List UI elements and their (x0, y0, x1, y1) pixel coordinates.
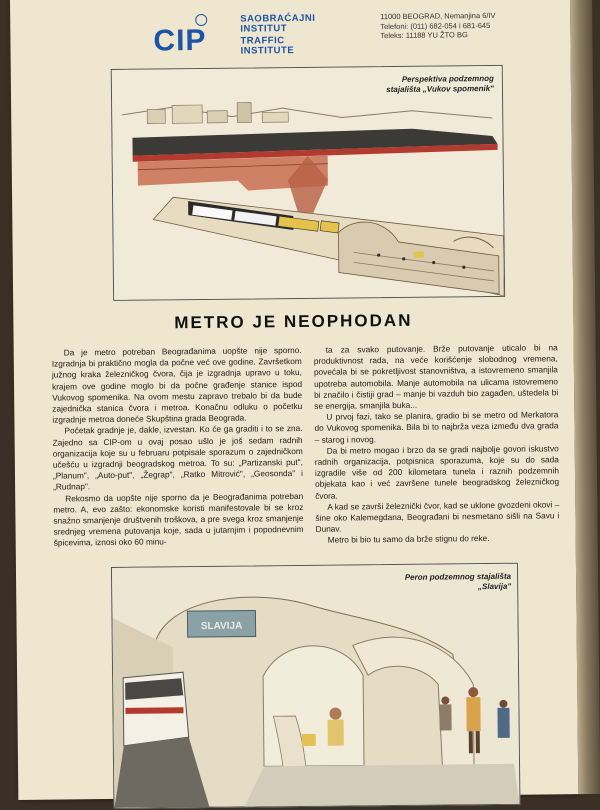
platform-drawing (112, 564, 519, 808)
paragraph: ta za svako putovanje. Brže putovanje uticalo bi na produktivnost rada, na veće korišćenje slobodnog vremena, povećala bi se pokretljivost stanovništva, a istovremeno smanjila upotreba automobila. Manje automobila na ulicama istovremeno bi značilo i čistiji grad – manje bi vazduh bio zagađen, uštedela bi se energija, smanjila buka... (313, 342, 559, 411)
station-illustration-top (111, 65, 505, 301)
station-sign: SLAVIJA (200, 620, 243, 633)
paragraph: A kad se završi železnički čvor, kad se uklone gvozdeni okovi – šine oko Kalemegdana, Beograđani bi nesmetano sišli na Savu i Dunav. (315, 499, 560, 535)
top-image-caption: Perspektiva podzemnog stajališta „Vukov spomenik" (386, 73, 494, 95)
page-edge (570, 0, 600, 794)
address: 11000 BEOGRAD, Nemanjina 6/IV (380, 10, 496, 22)
paragraph: Početak gradnje je, dakle, izvestan. Ko će ga graditi i to se zna. Zajedno sa CIP-om u ovaj posao ušlo je još sedam radnih organizacija koje su u februaru potpisale sporazum o zajedničkom učešću u izgradnji beogradskog metroa. To su: „Partizanski put", „Planum", „Auto-put", „Žegrap", „Ratko Mitrović", „Geosonda" i „Rudnap". (52, 423, 304, 493)
station-illustration-bottom (111, 563, 521, 809)
bottom-image-caption: Peron podzemnog stajališta „Slavija" (404, 571, 512, 592)
institute-name-en-2: INSTITUTE (240, 45, 295, 57)
paragraph: Da bi metro mogao i brzo da se gradi najbolje govori iskustvo radnih organizacija, potpisnica sporazuma, koje su do sada izgradile više od 200 kilometara tunela i raznih podzemnih objekata kao i već završene tunele beogradskog železničkog čvora. (314, 443, 560, 501)
phone: Telefoni: (011) 682-054 i 681-645 (380, 20, 491, 31)
institute-name-en: TRAFFIC (240, 35, 285, 47)
article-column-left (52, 345, 304, 549)
paragraph: Metro bi bio tu samo da brže stignu do reke. (327, 533, 490, 546)
paragraph: U prvoj fazi, tako se planira, gradio bi se metro od Merkatora do Vukovog spomenika. Bila bi to najbrža veza između dva grada – starog i novog. (314, 409, 559, 445)
logo: CIP (153, 23, 207, 58)
article-title: METRO JE NEOPHODAN (174, 310, 413, 333)
paragraph: Rekosmo da uopšte nije sporno da je Beograđanima potreban metro. A, evo zašto: ekonomske koristi manifestovale bi se kroz snažno smanjenje društvenih troškova, a pre svega kroz smanjenje srednjeg vremena putovanja koje, sada u jutarnjim i popodnevnim špicevima, iznosi oko 60 minu- (53, 490, 304, 549)
institute-name-sr-2: INSTITUT (240, 23, 288, 35)
article-column-right (314, 342, 560, 546)
institute-name-sr: SAOBRAĆAJNI (240, 12, 316, 25)
magazine-page (10, 0, 578, 800)
header (50, 0, 551, 65)
contact-block (380, 11, 525, 41)
telex: Teleks: 11188 YU ŽTO BG (380, 30, 468, 41)
station-perspective-drawing (112, 66, 504, 300)
paragraph: Da je metro potreban Beograđanima uopšte nije sporno. Izgradnja bi praktično mogla da počne već ove godine. Završetkom južnog kraka železničkog čvora, čija je izgradnja upravo u toku, krajem ove godine moglo bi da počne građenje stanice ispod Vukovog spomenika. Na ovom mestu zapravo trebalo bi da bude zajednička stanica čvora i metroa. Konačnu odluku o početku izgradnje metroa doneće Skupština grada Beograda. (51, 344, 303, 425)
